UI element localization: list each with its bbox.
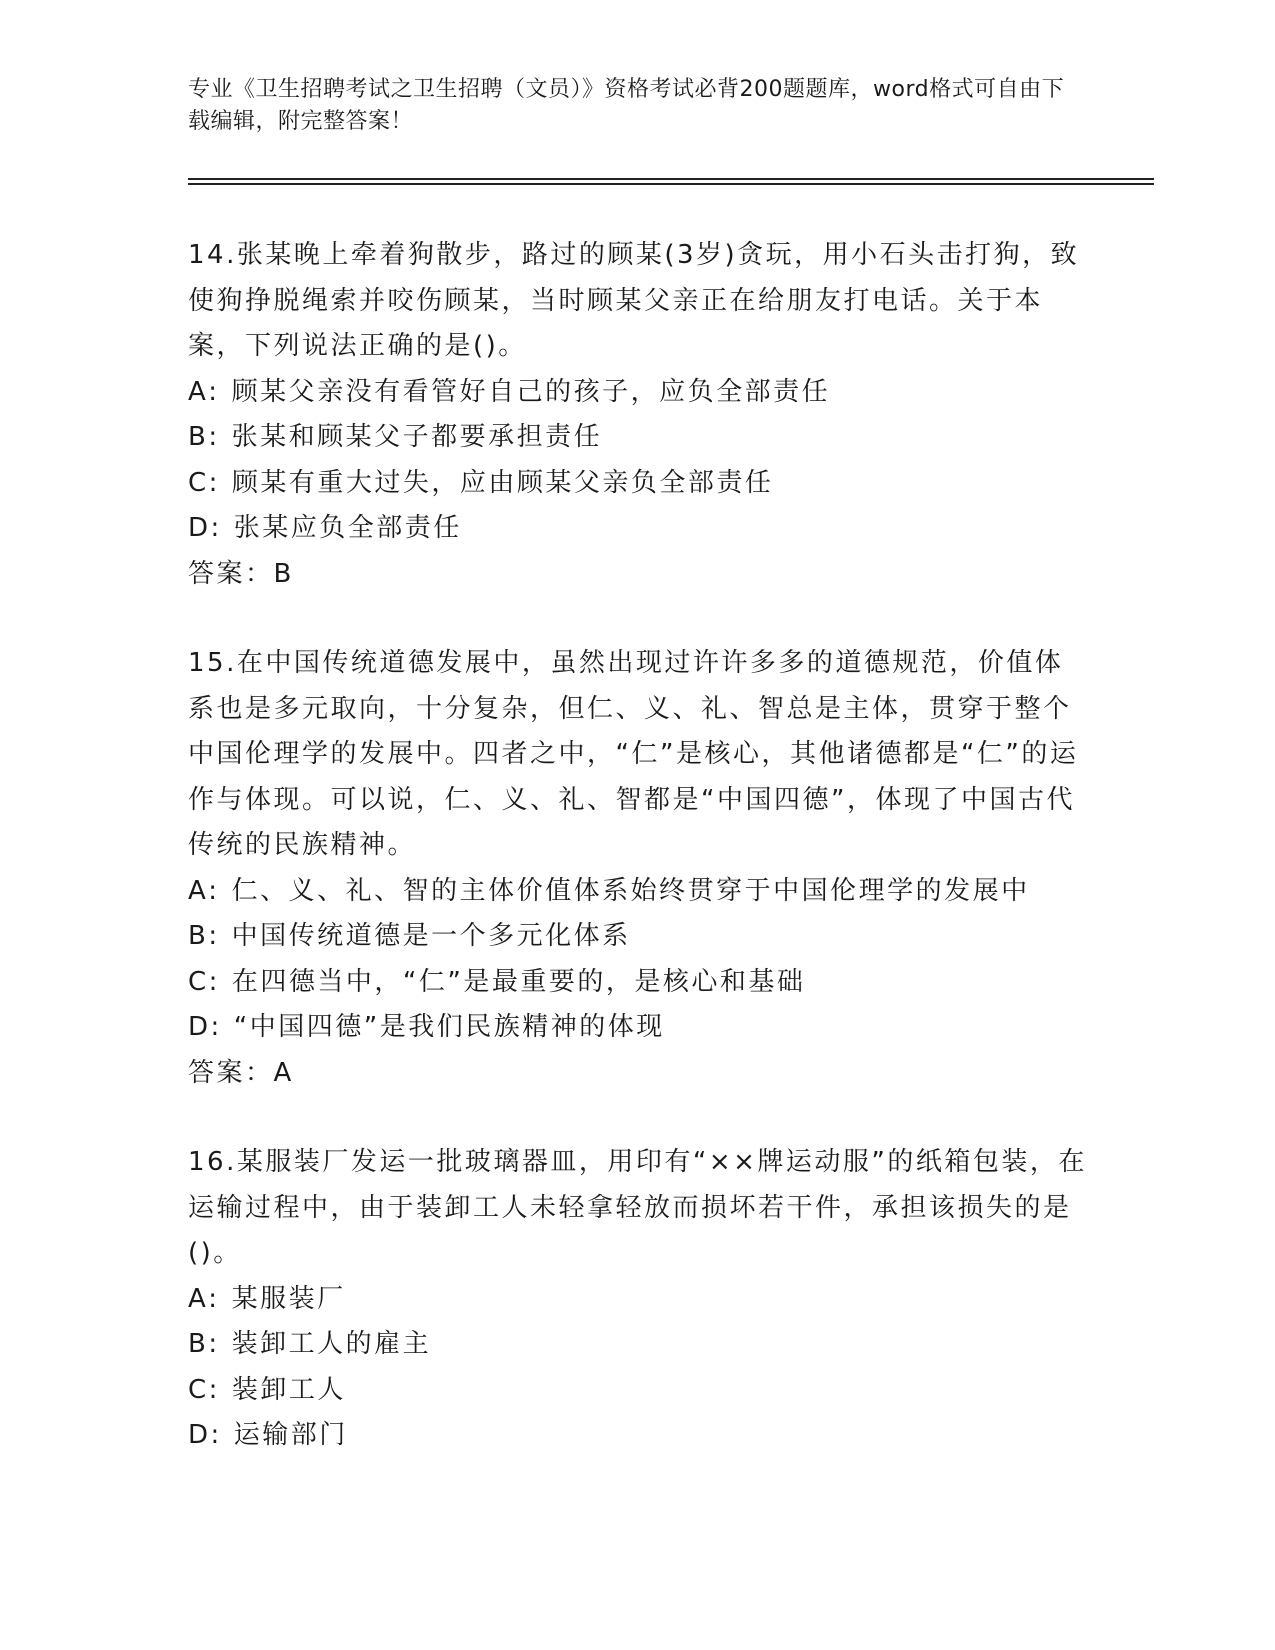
answer-label: 答案： — [188, 558, 274, 589]
option-text: 中国传统道德是一个多元化体系 — [231, 921, 631, 951]
option-text: 装卸工人 — [231, 1374, 346, 1405]
option-key: C — [188, 1374, 209, 1405]
option-text: 张某和顾某父子都要承担责任 — [231, 422, 603, 452]
option-key: D — [188, 1420, 211, 1450]
option-b — [188, 415, 1088, 461]
question-block-14 — [188, 233, 1088, 597]
option-text: 张某应负全部责任 — [233, 513, 462, 543]
option-d — [188, 1005, 1088, 1051]
answer-value: B — [273, 558, 294, 589]
option-text: 装卸工人的雇主 — [231, 1329, 432, 1359]
question-stem: 16.某服装厂发运一批玻璃器皿，用印有“××牌运动服”的纸箱包装，在运输过程中，由于装卸工人未轻拿轻放而损坏若干件，承担该损失的是()。 — [188, 1147, 1087, 1268]
option-text: 顾某有重大过失，应由顾某父亲负全部责任 — [231, 467, 774, 498]
option-a — [188, 1277, 1088, 1323]
option-c — [188, 461, 1088, 507]
option-b — [188, 1322, 1088, 1368]
option-text: 仁、义、礼、智的主体价值体系始终贯穿于中国伦理学的发展中 — [231, 875, 1030, 906]
option-key: D — [188, 1012, 211, 1042]
option-key: C — [188, 467, 209, 498]
option-separator: : — [208, 1374, 220, 1405]
option-key: B — [188, 1329, 209, 1359]
question-stem: 15.在中国传统道德发展中，虽然出现过许许多多的道德规范，价值体系也是多元取向，十分复杂，但仁、义、礼、智总是主体，贯穿于整个中国伦理学的发展中。四者之中，“仁”是核心，其他诸德都是“仁”的运作与体现。可以说，仁、义、礼、智都是“中国四德”，体现了中国古代传统的民族精神。 — [188, 648, 1079, 860]
option-separator: : — [210, 513, 222, 543]
question-list — [188, 233, 1088, 1459]
answer-value: A — [273, 1057, 294, 1088]
answer-line — [188, 1051, 1088, 1097]
option-separator: : — [208, 1283, 220, 1314]
option-text: 运输部门 — [233, 1420, 348, 1450]
question-stem: 14.张某晚上牵着狗散步，路过的顾某(3岁)贪玩，用小石头击打狗，致使狗挣脱绳索并咬伤顾某，当时顾某父亲正在给朋友打电话。关于本案，下列说法正确的是()。 — [188, 240, 1080, 361]
option-key: B — [188, 921, 209, 951]
question-block-16 — [188, 1140, 1088, 1459]
question-block-15 — [188, 641, 1088, 1096]
option-c — [188, 960, 1088, 1006]
option-c — [188, 1368, 1088, 1414]
option-separator: : — [210, 1012, 222, 1042]
option-text: 顾某父亲没有看管好自己的孩子，应负全部责任 — [231, 376, 831, 407]
option-text: 某服装厂 — [231, 1283, 346, 1314]
option-d — [188, 506, 1088, 552]
header-intro-text: 专业《卫生招聘考试之卫生招聘（文员）》资格考试必背200题题库，word格式可自由下载编辑，附完整答案！ — [188, 77, 1065, 134]
answer-label: 答案： — [188, 1057, 274, 1088]
option-d — [188, 1413, 1088, 1459]
option-b — [188, 914, 1088, 960]
option-key: B — [188, 422, 209, 452]
option-separator: : — [208, 467, 220, 498]
option-key: A — [188, 875, 209, 906]
option-separator: : — [208, 875, 220, 906]
option-key: D — [188, 513, 211, 543]
option-separator: : — [208, 422, 220, 452]
option-separator: : — [208, 1329, 220, 1359]
option-key: C — [188, 966, 209, 997]
option-separator: : — [208, 966, 220, 997]
option-key: A — [188, 376, 209, 407]
option-a — [188, 370, 1088, 416]
option-text: 在四德当中，“仁”是最重要的，是核心和基础 — [231, 966, 806, 997]
option-a — [188, 869, 1088, 915]
header-divider-bottom — [188, 183, 1154, 185]
option-separator: : — [210, 1420, 222, 1450]
option-key: A — [188, 1283, 209, 1314]
option-separator: : — [208, 376, 220, 407]
answer-line — [188, 552, 1088, 598]
option-text: “中国四德”是我们民族精神的体现 — [233, 1012, 665, 1042]
option-separator: : — [208, 921, 220, 951]
document-header — [188, 74, 1068, 138]
header-divider-top — [188, 178, 1154, 180]
